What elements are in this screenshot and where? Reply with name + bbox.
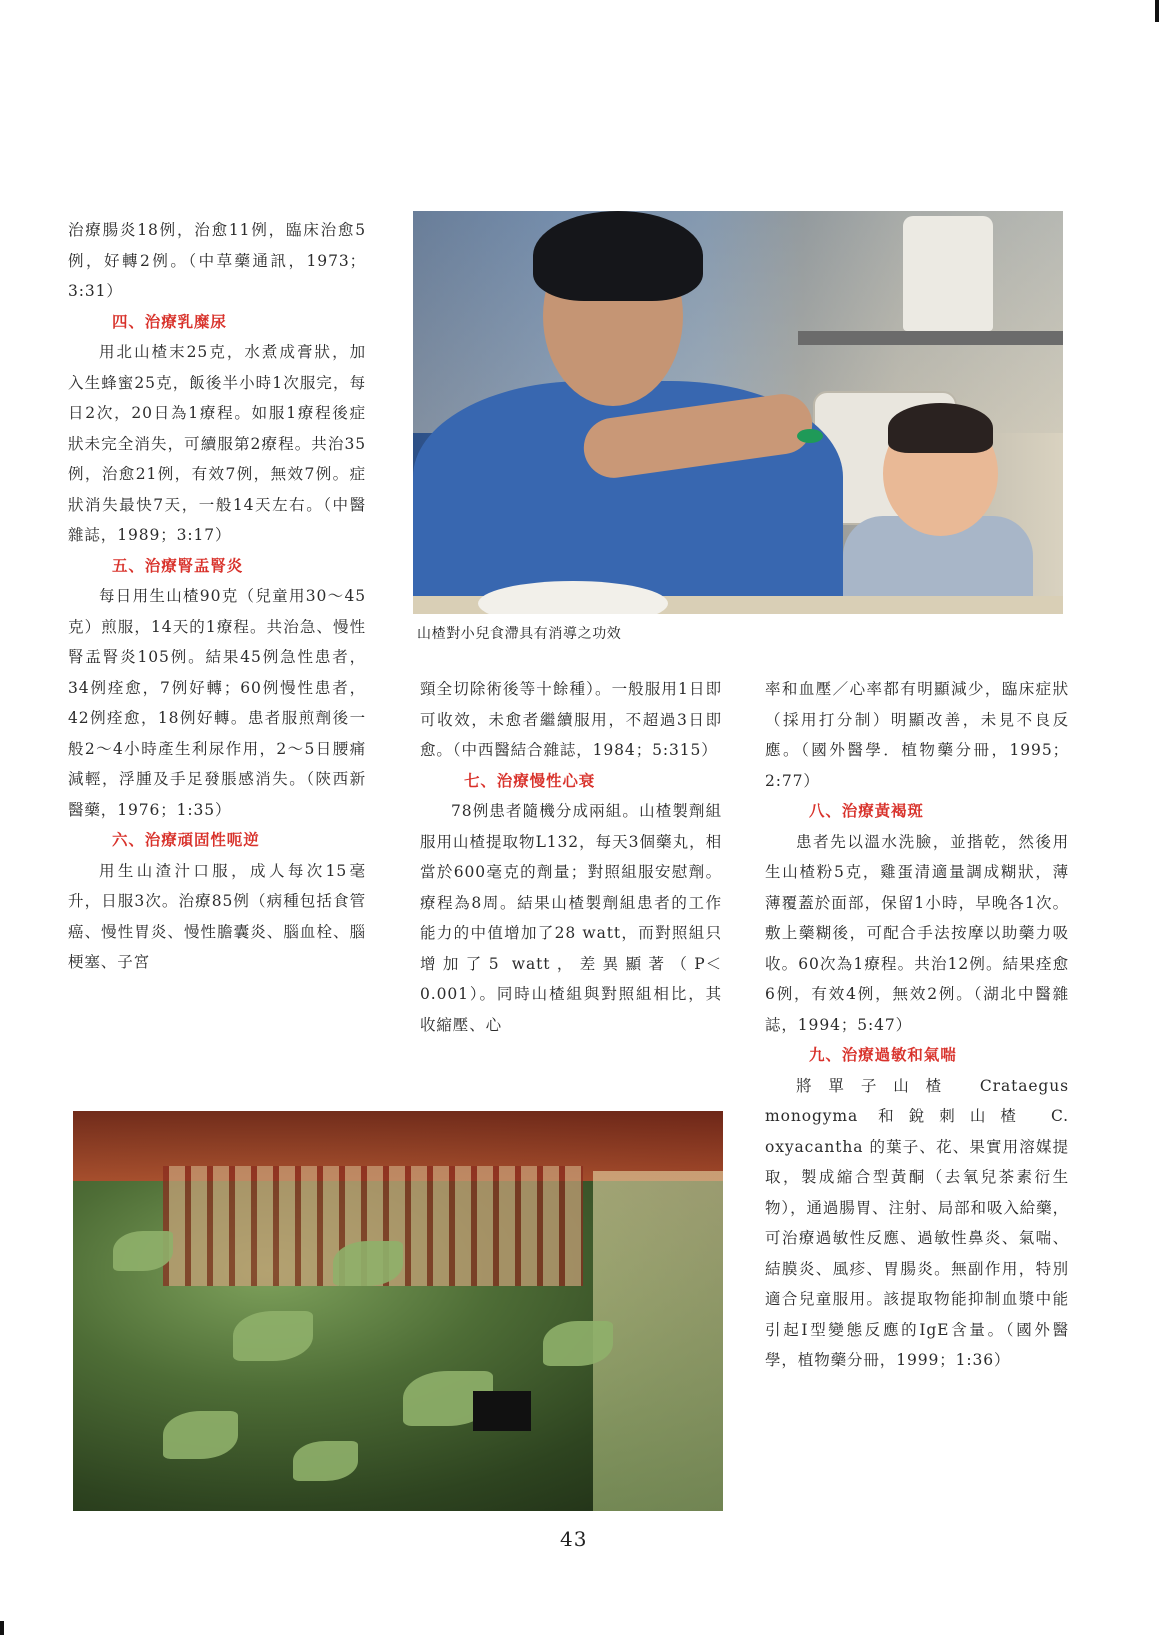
section-heading: 五、治療腎盂腎炎 [112,556,244,575]
section-heading: 九、治療過敏和氣喘 [809,1046,957,1064]
photo-caption: 山楂對小兒食滯具有消導之功效 [417,626,622,642]
paragraph: 治療腸炎18例，治愈11例，臨床治愈5例，好轉2例。（中草藥通訊，1973；3:31） [68,221,366,300]
section-heading: 八、治療黃褐斑 [809,802,924,820]
page-number: 43 [560,1527,588,1551]
section-heading: 四、治療乳糜尿 [112,312,227,331]
text-column-right [765,674,1069,1376]
photo-hawthorn-tree [73,1111,723,1511]
paragraph: 用生山渣汁口服，成人每次15毫升，日服3次。治療85例（病種包括食管癌、慢性胃炎、慢性膽囊炎、腦血栓、腦梗塞、子宮 [68,861,366,971]
section-heading: 六、治療頑固性呃逆 [112,831,260,849]
page-edge-mark [1155,0,1159,22]
photo-father-feeding-baby [413,211,1063,614]
paragraph: 患者先以溫水洗臉，並揩乾，然後用生山楂粉5克，雞蛋清適量調成糊狀，薄薄覆蓋於面部，保留1小時，早晚各1次。敷上藥糊後，可配合手法按摩以助藥力吸收。60次為1療程。共治12例。結果痊愈6例，有效4例，無效2例。（湖北中醫雜誌，1994；5:47） [765,832,1069,1034]
page-edge-mark [0,1621,4,1635]
paragraph: 每日用生山楂90克（兒童用30～45克）煎服，14天的1療程。共治急、慢性腎盂腎炎105例。結果45例急性患者，34例痊愈，7例好轉；60例慢性患者，42例痊愈，18例好轉。患者服煎劑後一般2～4小時產生利尿作用，2～5日腰痛減輕，浮腫及手足發脹感消失。（陝西新醫藥，1976；1:35） [68,587,366,819]
text-column-middle [420,674,722,1040]
paragraph: 將單子山楂 Crataegus monogyma 和銳刺山楂 C. oxyacantha 的葉子、花、果實用溶媒提取，製成縮合型黃酮（去氧兒茶素衍生物），通過腸胃、注射、局部和吸入給藥，可治療過敏性反應、過敏性鼻炎、氣喘、結膜炎、風疹、胃腸炎。無副作用，特別適合兒童服用。該提取物能抑制血漿中能引起I型變態反應的IgE含量。（國外醫學，植物藥分冊，1999；1:36） [765,1076,1069,1369]
text-column-left [68,215,366,978]
paragraph: 頸全切除術後等十餘種）。一般服用1日即可收效，未愈者繼續服用，不超過3日即愈。（中西醫結合雜誌，1984；5:315） [420,680,722,759]
paragraph: 率和血壓／心率都有明顯減少，臨床症狀（採用打分制）明顯改善，未見不良反應。（國外醫學．植物藥分冊，1995；2:77） [765,680,1069,790]
section-heading: 七、治療慢性心衰 [464,771,596,790]
paragraph: 用北山楂末25克，水煮成膏狀，加入生蜂蜜25克，飯後半小時1次服完，每日2次，20日為1療程。如服1療程後症狀未完全消失，可續服第2療程。共治35例，治愈21例，有效7例，無效7例。症狀消失最快7天，一般14天左右。（中醫雜誌，1989；3:17） [68,343,366,544]
paragraph: 78例患者隨機分成兩組。山楂製劑組服用山楂提取物L132，每天3個藥丸，相當於600毫克的劑量；對照組服安慰劑。療程為8周。結果山楂製劑組患者的工作能力的中值增加了28 watt，而對照組只增加了5 watt，差異顯著（P＜0.001）。同時山楂組與對照組相比，其收縮壓、心 [420,802,722,1034]
